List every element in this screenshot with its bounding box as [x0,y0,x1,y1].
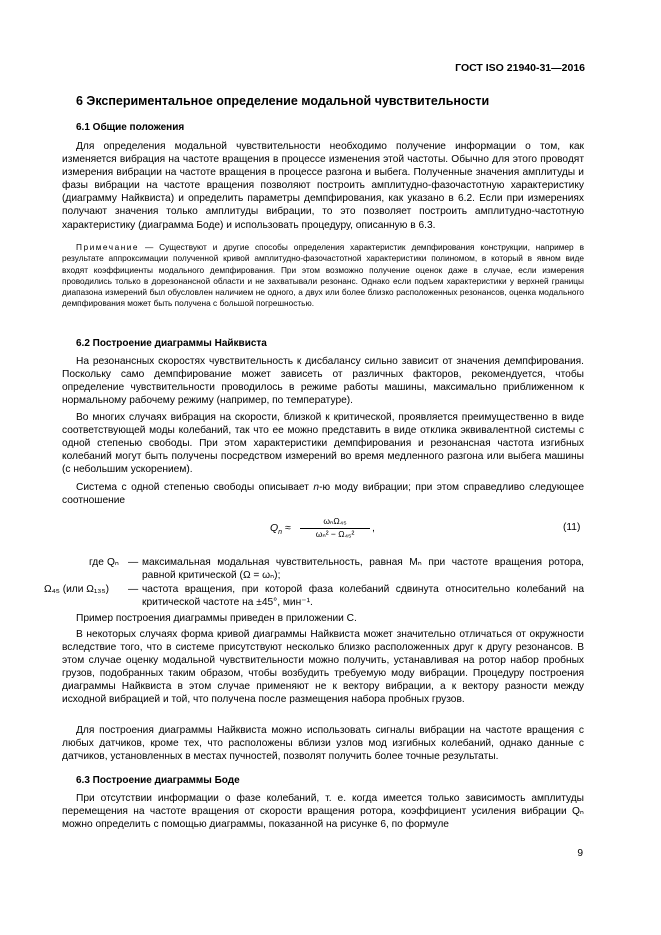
subsection-title-6-1: 6.1 Общие положения [76,122,185,133]
def-text: частота вращения, при которой фаза колебаний сдвинута относительно колебаний на критической частоте на ±45°, мин⁻¹. [142,584,584,609]
text-run: Система с одной степенью свободы описывает [76,482,314,493]
formula-lhs [270,522,291,536]
paragraph: При отсутствии информации о фазе колебаний, т. е. когда имеется только зависимость амплитуды перемещения на частоте вращения от скорости вращения ротора, коэффициент усиления вибрации Qₙ можно определить с помощью диаграммы, показанной на рисунке 6, по формуле [62,793,584,831]
equation-number: (11) [563,522,581,533]
formula [270,512,390,546]
def-text: максимальная модальная чувствительность, равная Mₙ при частоте вращения ротора, равной критической (Ω = ωₙ); [142,557,584,582]
document-header: ГОСТ ISO 21940-31—2016 [455,62,585,74]
formula-denominator: ωₙ² − Ω₄₅² [315,529,355,539]
formula-subscript: n [278,529,283,537]
formula-numerator: ωₙΩ₄₅ [300,516,370,529]
def-symbol: Ω₄₅ (или Ω₁₃₅) [44,584,109,595]
subsection-title-6-3: 6.3 Построение диаграммы Боде [76,775,240,786]
paragraph: В некоторых случаях форма кривой диаграммы Найквиста может значительно отличаться от окружности вследствие того, что в системе присутствуют несколько близко расположенных друг к другу резонансов. В этом случае оценку модальной чувствительности можно получить, устанавливая на ротор набор пробных грузов, подобранных таким образом, чтобы возбудить требуемую моду вибрации. Процедуру построения диаграммы Найквиста в этом случае применяют не к вектору вибрации, а к вектору разности между исходной вибрацией и той, что получена после размещения набора пробных грузов. [62,629,584,706]
def-where: где [89,557,104,568]
paragraph: Для определения модальной чувствительности необходимо получение информации о том, как изменяется вибрация на частоте вращения в процессе изменения этой частоты. Обычно для этого проводят измерения вибрации на частоте вращения в процессе разгона и выбега. Полученные значения амплитуды и фазы вибрации на частоте вращения позволяют построить амплитудно-фазочастотную характеристику (диаграмму Найквиста) и определить параметры демпфирования, как указано в 6.2. Если при измерениях получают значения только амплитуды вибрации, то это позволяет построить амплитудно-частотную характеристику (диаграмма Боде) и использовать процедуру, описанную в 6.3. [62,141,584,231]
paragraph: На резонансных скоростях чувствительность к дисбалансу сильно зависит от значения демпфирования. Поскольку само демпфирование может зависеть от различных факторов, рекомендуется, чтобы определение чувствительности проводилось в режиме работы машины, максимально приближенном к нормальному рабочему режиму (например, по температуре). [62,356,584,407]
page-number: 9 [577,848,583,859]
formula-fraction [300,516,370,540]
note-text: — Существуют и другие способы определения характеристик демпфирования конструкции, например в результате аппроксимации полученной кривой амплитудно-фазочастотной характеристики полиномом, в который в явном виде входят коэффициенты модального демпфирования. При этом возможно получение оценок даже в случае, если измерения проводились только в дорезонансной области и не захватывали резонанс. Однако если подъем характеристики у верхней границы диапазона измерений был обусловлен наличием не одного, а двух или более близко расположенных резонансов, оценка модального демпфирования может быть получена с большой погрешностью. [62,242,584,309]
paragraph: Во многих случаях вибрация на скорости, близкой к критической, проявляется преимущественно в виде соответствующей моды колебаний, так что ее можно представить в виде отклика эквивалентной системы с одной степенью свободы. При этом характеристики демпфирования и резонансная частота изгибных колебаний могут быть получены посредством измерений во время медленного разгона или выбега машины (с небольшим ускорением). [62,412,584,476]
paragraph [62,481,584,507]
formula-symbol: Q [270,522,279,534]
def-symbol: Qₙ [107,557,119,568]
subsection-title-6-2: 6.2 Построение диаграммы Найквиста [76,338,267,349]
section-title: 6 Экспериментальное определение модальной чувствительности [76,94,490,108]
note [62,242,584,310]
text-run: -ю моду вибрации; при этом справедливо следующее соотношение [62,482,584,507]
paragraph: Пример построения диаграммы приведен в приложении С. [76,613,357,624]
note-label: Примечание [76,242,140,252]
formula-comma: , [372,522,375,534]
paragraph: Для построения диаграммы Найквиста можно использовать сигналы вибрации на частоте вращения с любых датчиков, кроме тех, что расположены вблизи узлов мод изгибных колебаний, однако данные с датчиков, установленных в местах пучностей, позволят получить более точные результаты. [62,725,584,763]
text-run: n [313,482,320,493]
formula-approx: ≈ [285,522,291,534]
def-dash: — [128,584,139,595]
def-dash: — [128,557,139,568]
